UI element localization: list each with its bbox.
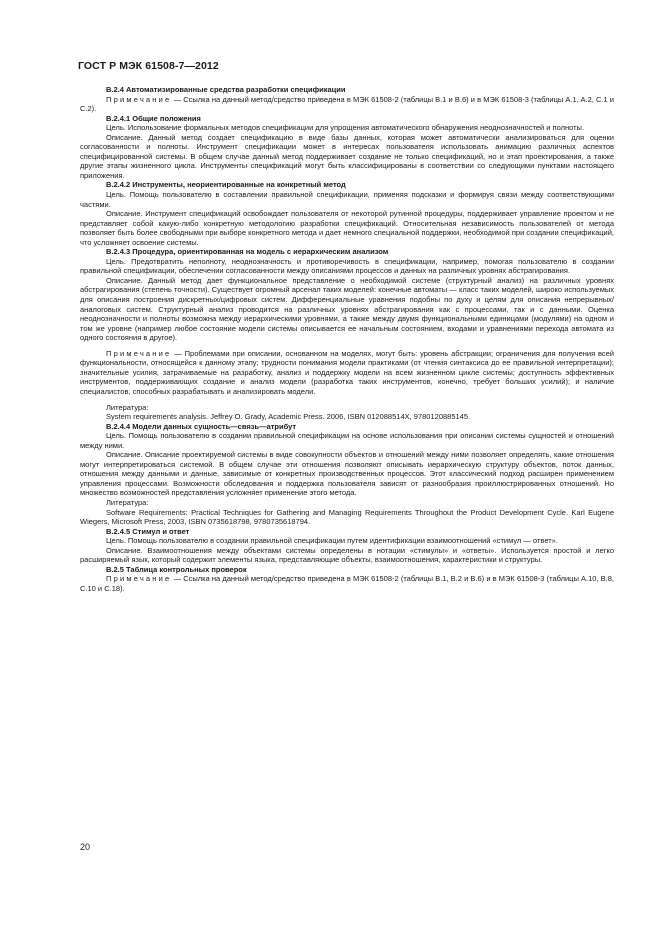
- note-text: — Ссылка на данный метод/средство приведена в МЭК 61508-2 (таблицы B.1 и B.6) и в МЭК 61508-3 (таблицы A.1, A.2, C.1 и C.2).: [80, 94, 614, 114]
- section-heading: B.2.4.1 Общие положения: [106, 113, 201, 123]
- body-paragraph: Литература:: [106, 497, 149, 507]
- section-heading: B.2.4.4 Модели данных сущность—связь—атрибут: [106, 421, 297, 431]
- section-heading: B.2.4.3 Процедура, ориентированная на модель с иерархическим анализом: [106, 247, 389, 257]
- note-label: Примечание: [106, 94, 172, 104]
- note-label: Примечание: [106, 574, 172, 584]
- standard-header: ГОСТ Р МЭК 61508-7—2012: [78, 60, 219, 72]
- body-paragraph: Цель. Предотвратить неполноту, неоднозначность и противоречивость в спецификации, например, помогая пользователю в создании правильной спецификации, обеспечении согласованности между описаниями процессов и данных на различных уровнях абстрагирования.: [80, 256, 614, 276]
- body-paragraph: Цель. Использование формальных методов спецификации для упрощения автоматического обнаружения неоднозначностей и полноты.: [106, 123, 585, 133]
- body-paragraph: Описание. Взаимоотношения между объектами системы определены в нотации «стимулы» и «ответы». Используется простой и легко расширяемый язык, который содержит элементы языка, представляющие объекты, взаимоотношения, характеристики и структуры.: [80, 545, 614, 565]
- note-text: — Ссылка на данный метод/средство приведена в МЭК 61508-2 (таблицы B.1, B.2 и B.6) и в МЭК 61508-3 (таблицы A.10, B.8, C.10 и C.18).: [80, 574, 614, 593]
- section-heading: B.2.4.5 Стимул и ответ: [106, 526, 190, 536]
- body-paragraph: Описание. Данный метод создает спецификацию в виде базы данных, которая может автоматически анализироваться для оценки согласованности и полноты. Инструмент спецификации может в интересах пользователя использовать анимацию различных аспектов специфицированной системы. В общем случае данный метод поддерживает создание не только спецификаций, но и этап проектирования, а также другие этапы жизненного цикла. Инструменты спецификаций могут быть классифицированы в соответствии со следующими пунктами настоящего приложения.: [80, 132, 614, 180]
- section-heading: B.2.4.2 Инструменты, неориентированные на конкретный метод: [106, 180, 346, 190]
- body-paragraph: Цель. Помощь пользователю в создании правильной спецификации на основе использования при описании системы сущностей и отношений между ними.: [80, 431, 614, 450]
- section-heading: B.2.5 Таблица контрольных проверок: [106, 564, 247, 574]
- section-heading: B.2.4 Автоматизированные средства разработки спецификации: [106, 85, 346, 94]
- document-body: [80, 85, 614, 593]
- body-paragraph: Описание. Инструмент спецификаций освобождает пользователя от некоторой рутинной процедуры, поддерживает управление проектом и не представляет собой какую-либо конкретную методологию разработки спецификаций. Относительная независимость пользователей от метода позволяет быть более свободными при выборе конкретного метода и дает немного специальной поддержки, необходимой при создании спецификаций, что усложняет освоение системы.: [80, 209, 614, 247]
- note-paragraph: [80, 349, 614, 397]
- note-paragraph: [80, 574, 614, 593]
- body-paragraph: System requirements analysis. Jeffrey O. Grady, Academic Press. 2006, ISBN 012088514X, 9780120885145.: [106, 412, 471, 422]
- note-label: Примечание: [106, 348, 172, 358]
- body-paragraph: Цель. Помощь пользователю в создании правильной спецификации путем идентификации взаимоотношений «стимул — ответ».: [106, 536, 558, 546]
- body-paragraph: Описание. Данный метод дает функциональное представление о необходимой системе (структурный анализ) на различных уровнях абстрагирования (степень точности). Существует огромный арсенал таких моделей: конечные автоматы — класс таких моделей, широко используемых для описания построения дискретных/цифровых систем. Дифференциальные уравнения подобны по духу и целям для описания непрерывных/аналоговых систем. Структурный анализ проводится на различных уровнях абстрагирования как с процессами, так и с данными. Оценка неоднозначности и полноты возможна между иерархическими уровнями, а также между двумя функциональными единицами (модулями) на одном и том же уровне (например любое состояние модели системы описывается ее начальным состоянием, входами и уравнениями перехода автомата из одного состояния в другое).: [80, 275, 614, 343]
- body-paragraph: Цель. Помощь пользователю в составлении правильной спецификации, применяя подсказки и формируя связи между соответствующими частями.: [80, 190, 614, 209]
- body-paragraph: Описание. Описание проектируемой системы в виде совокупности объектов и отношений между ними позволяет определять, какие отношения могут интерпретироваться системой. В общем случае эти отношения позволяют описывать иерархическую структуру объектов, поток данных, отношения между данными и данные, зависимые от конкретных производственных процессов. Этот классический подход расширен применением управления процессами. Возможности обследования и поддержка пользователя зависят от разнообразия проиллюстрированных отношений. Но множество возможностей представления усложняет применение этого метода.: [80, 450, 614, 498]
- note-text: — Проблемами при описании, основанном на моделях, могут быть: уровень абстракции; ограничения для получения всей функциональности, относящейся к данному этапу; трудности понимания модели практиками (от чтения синтаксиса до ее правильной интерпретации); значительные усилия, затрачиваемые на разработку, анализ и поддержку модели на всем жизненном цикле системы; доступность эффективных инструментов, поддерживающих создание и анализ модели (разработка таких инструментов, конечно, требует больших усилий); и наличие специалистов, способных разрабатывать и анализировать модели.: [80, 348, 614, 396]
- body-paragraph: Software Requirements: Practical Techniques for Gathering and Managing Requirements Throughout the Product Development Cycle. Karl Eugene Wiegers, Microsoft Press, 2003, ISBN 0735618798, 9780735618794.: [80, 507, 614, 527]
- note-paragraph: [80, 95, 614, 114]
- body-paragraph: Литература:: [106, 402, 149, 412]
- page-number: 20: [80, 842, 91, 852]
